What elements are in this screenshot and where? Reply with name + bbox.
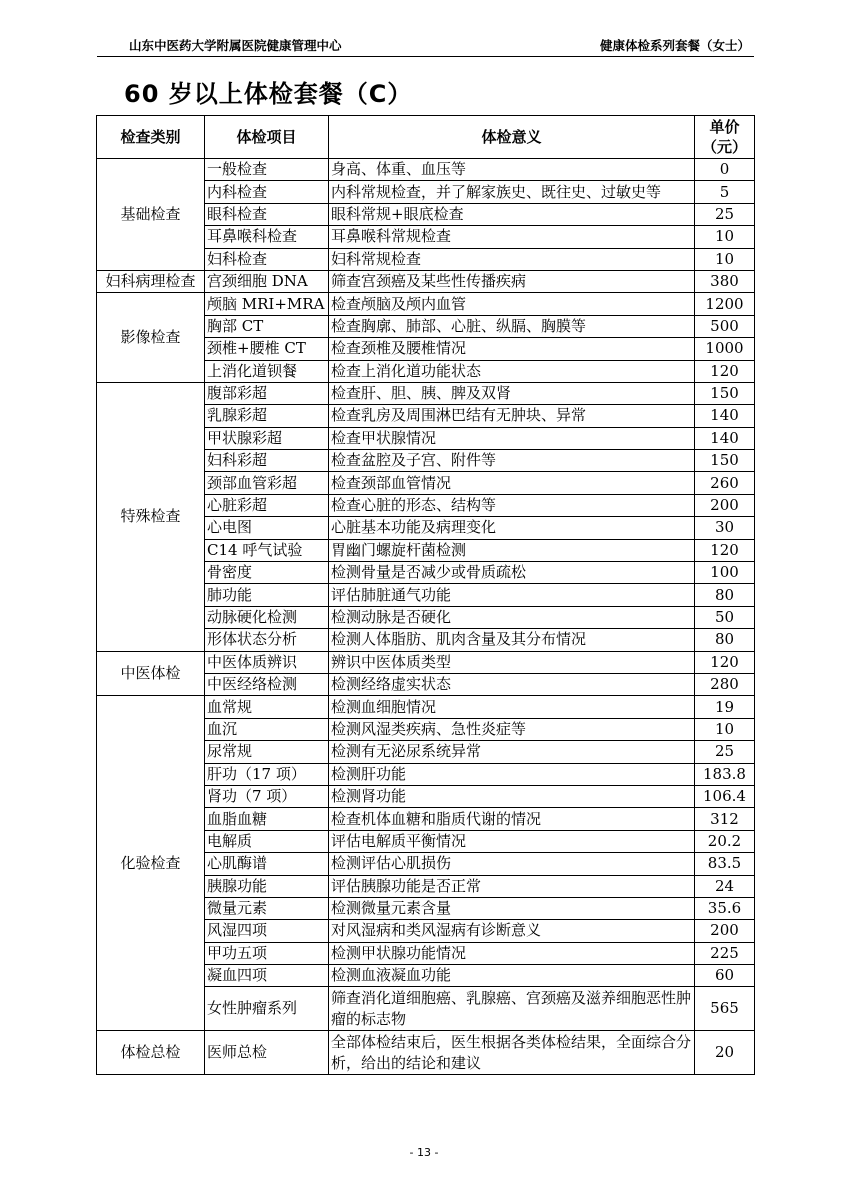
item-cell: 肾功（7 项） xyxy=(205,785,329,807)
category-cell: 特殊检查 xyxy=(97,382,205,651)
table-row xyxy=(97,696,755,718)
header-package-series: 健康体检系列套餐（女士） xyxy=(599,38,750,53)
meaning-cell: 对风湿病和类风湿病有诊断意义 xyxy=(329,920,695,942)
meaning-cell: 评估电解质平衡情况 xyxy=(329,830,695,852)
item-cell: 眼科检查 xyxy=(205,203,329,225)
table-body xyxy=(97,159,755,1075)
column-header-item: 体检项目 xyxy=(205,116,329,159)
item-cell: 骨密度 xyxy=(205,562,329,584)
page-number: - 13 - xyxy=(409,1146,439,1159)
meaning-cell: 胃幽门螺旋杆菌检测 xyxy=(329,539,695,561)
item-cell: 甲状腺彩超 xyxy=(205,427,329,449)
meaning-cell: 妇科常规检查 xyxy=(329,248,695,270)
price-cell: 260 xyxy=(695,472,755,494)
category-cell: 基础检查 xyxy=(97,159,205,271)
meaning-cell: 检测人体脂肪、肌肉含量及其分布情况 xyxy=(329,629,695,651)
price-cell: 25 xyxy=(695,203,755,225)
meaning-cell: 检查上消化道功能状态 xyxy=(329,360,695,382)
item-cell: 凝血四项 xyxy=(205,965,329,987)
price-cell: 24 xyxy=(695,875,755,897)
meaning-cell: 检查机体血糖和脂质代谢的情况 xyxy=(329,808,695,830)
header-hospital-name: 山东中医药大学附属医院健康管理中心 xyxy=(129,38,342,53)
meaning-cell: 身高、体重、血压等 xyxy=(329,159,695,181)
item-cell: 动脉硬化检测 xyxy=(205,606,329,628)
item-cell: 宫颈细胞 DNA xyxy=(205,270,329,292)
item-cell: 妇科检查 xyxy=(205,248,329,270)
meaning-cell: 全部体检结束后，医生根据各类体检结果，全面综合分析，给出的结论和建议 xyxy=(329,1031,695,1075)
item-cell: 血常规 xyxy=(205,696,329,718)
meaning-cell: 辨识中医体质类型 xyxy=(329,651,695,673)
meaning-cell: 检查甲状腺情况 xyxy=(329,427,695,449)
column-header-meaning: 体检意义 xyxy=(329,116,695,159)
item-cell: 颈椎+腰椎 CT xyxy=(205,338,329,360)
item-cell: 肝功（17 项） xyxy=(205,763,329,785)
price-cell: 19 xyxy=(695,696,755,718)
meaning-cell: 检查颅脑及颅内血管 xyxy=(329,293,695,315)
price-cell: 120 xyxy=(695,539,755,561)
price-cell: 83.5 xyxy=(695,853,755,875)
price-cell: 20 xyxy=(695,1031,755,1075)
meaning-cell: 心脏基本功能及病理变化 xyxy=(329,517,695,539)
column-header-category: 检查类别 xyxy=(97,116,205,159)
meaning-cell: 检测经络虚实状态 xyxy=(329,673,695,695)
item-cell: 心脏彩超 xyxy=(205,494,329,516)
price-cell: 80 xyxy=(695,629,755,651)
meaning-cell: 检查颈部血管情况 xyxy=(329,472,695,494)
price-cell: 120 xyxy=(695,651,755,673)
price-cell: 200 xyxy=(695,920,755,942)
item-cell: 颅脑 MRI+MRA xyxy=(205,293,329,315)
price-cell: 280 xyxy=(695,673,755,695)
category-cell: 影像检查 xyxy=(97,293,205,383)
meaning-cell: 检测动脉是否硬化 xyxy=(329,606,695,628)
meaning-cell: 筛查消化道细胞癌、乳腺癌、宫颈癌及滋养细胞恶性肿瘤的标志物 xyxy=(329,987,695,1031)
item-cell: 妇科彩超 xyxy=(205,450,329,472)
price-cell: 225 xyxy=(695,942,755,964)
price-cell: 312 xyxy=(695,808,755,830)
price-cell: 150 xyxy=(695,450,755,472)
meaning-cell: 检测骨量是否减少或骨质疏松 xyxy=(329,562,695,584)
price-cell: 5 xyxy=(695,181,755,203)
price-cell: 140 xyxy=(695,405,755,427)
price-cell: 0 xyxy=(695,159,755,181)
meaning-cell: 检查盆腔及子宫、附件等 xyxy=(329,450,695,472)
price-cell: 1000 xyxy=(695,338,755,360)
item-cell: 内科检查 xyxy=(205,181,329,203)
item-cell: 尿常规 xyxy=(205,741,329,763)
meaning-cell: 眼科常规+眼底检查 xyxy=(329,203,695,225)
price-cell: 60 xyxy=(695,965,755,987)
meaning-cell: 检测风湿类疾病、急性炎症等 xyxy=(329,718,695,740)
table-row xyxy=(97,159,755,181)
item-cell: 颈部血管彩超 xyxy=(205,472,329,494)
price-cell: 150 xyxy=(695,382,755,404)
table-row xyxy=(97,382,755,404)
item-cell: 血脂血糖 xyxy=(205,808,329,830)
meaning-cell: 检测血液凝血功能 xyxy=(329,965,695,987)
meaning-cell: 检测血细胞情况 xyxy=(329,696,695,718)
price-cell: 183.8 xyxy=(695,763,755,785)
table-row xyxy=(97,293,755,315)
meaning-cell: 检查肝、胆、胰、脾及双肾 xyxy=(329,382,695,404)
item-cell: 腹部彩超 xyxy=(205,382,329,404)
item-cell: 风湿四项 xyxy=(205,920,329,942)
price-cell: 106.4 xyxy=(695,785,755,807)
item-cell: 耳鼻喉科检查 xyxy=(205,226,329,248)
meaning-cell: 评估胰腺功能是否正常 xyxy=(329,875,695,897)
item-cell: 胸部 CT xyxy=(205,315,329,337)
price-cell: 10 xyxy=(695,248,755,270)
item-cell: 心肌酶谱 xyxy=(205,853,329,875)
item-cell: 上消化道钡餐 xyxy=(205,360,329,382)
price-cell: 10 xyxy=(695,718,755,740)
meaning-cell: 检测微量元素含量 xyxy=(329,897,695,919)
table-row xyxy=(97,1031,755,1075)
price-cell: 10 xyxy=(695,226,755,248)
item-cell: 心电图 xyxy=(205,517,329,539)
item-cell: 肺功能 xyxy=(205,584,329,606)
price-cell: 120 xyxy=(695,360,755,382)
item-cell: C14 呼气试验 xyxy=(205,539,329,561)
category-cell: 体检总检 xyxy=(97,1031,205,1075)
price-cell: 140 xyxy=(695,427,755,449)
item-cell: 乳腺彩超 xyxy=(205,405,329,427)
item-cell: 胰腺功能 xyxy=(205,875,329,897)
price-cell: 50 xyxy=(695,606,755,628)
checkup-package-table xyxy=(96,115,755,1075)
table-row xyxy=(97,270,755,292)
meaning-cell: 检测评估心肌损伤 xyxy=(329,853,695,875)
item-cell: 中医体质辨识 xyxy=(205,651,329,673)
item-cell: 形体状态分析 xyxy=(205,629,329,651)
meaning-cell: 检测肾功能 xyxy=(329,785,695,807)
price-cell: 565 xyxy=(695,987,755,1031)
price-cell: 1200 xyxy=(695,293,755,315)
item-cell: 女性肿瘤系列 xyxy=(205,987,329,1031)
price-cell: 500 xyxy=(695,315,755,337)
category-cell: 化验检查 xyxy=(97,696,205,1031)
column-header-price: 单价（元） xyxy=(695,116,755,159)
item-cell: 医师总检 xyxy=(205,1031,329,1075)
table-row xyxy=(97,651,755,673)
item-cell: 微量元素 xyxy=(205,897,329,919)
price-cell: 25 xyxy=(695,741,755,763)
meaning-cell: 内科常规检查，并了解家族史、既往史、过敏史等 xyxy=(329,181,695,203)
meaning-cell: 筛查宫颈癌及某些性传播疾病 xyxy=(329,270,695,292)
price-cell: 20.2 xyxy=(695,830,755,852)
meaning-cell: 耳鼻喉科常规检查 xyxy=(329,226,695,248)
item-cell: 中医经络检测 xyxy=(205,673,329,695)
price-cell: 200 xyxy=(695,494,755,516)
price-cell: 100 xyxy=(695,562,755,584)
meaning-cell: 检查乳房及周围淋巴结有无肿块、异常 xyxy=(329,405,695,427)
meaning-cell: 检查心脏的形态、结构等 xyxy=(329,494,695,516)
item-cell: 电解质 xyxy=(205,830,329,852)
price-cell: 80 xyxy=(695,584,755,606)
meaning-cell: 检查颈椎及腰椎情况 xyxy=(329,338,695,360)
item-cell: 一般检查 xyxy=(205,159,329,181)
item-cell: 甲功五项 xyxy=(205,942,329,964)
category-cell: 妇科病理检查 xyxy=(97,270,205,292)
price-cell: 380 xyxy=(695,270,755,292)
meaning-cell: 检测甲状腺功能情况 xyxy=(329,942,695,964)
price-cell: 30 xyxy=(695,517,755,539)
meaning-cell: 检查胸廓、肺部、心脏、纵膈、胸膜等 xyxy=(329,315,695,337)
meaning-cell: 评估肺脏通气功能 xyxy=(329,584,695,606)
meaning-cell: 检测肝功能 xyxy=(329,763,695,785)
item-cell: 血沉 xyxy=(205,718,329,740)
price-cell: 35.6 xyxy=(695,897,755,919)
table-header-row xyxy=(97,116,755,159)
category-cell: 中医体检 xyxy=(97,651,205,696)
page-header xyxy=(97,30,754,57)
meaning-cell: 检测有无泌尿系统异常 xyxy=(329,741,695,763)
page-title: 60 岁以上体检套餐（C） xyxy=(124,80,413,108)
